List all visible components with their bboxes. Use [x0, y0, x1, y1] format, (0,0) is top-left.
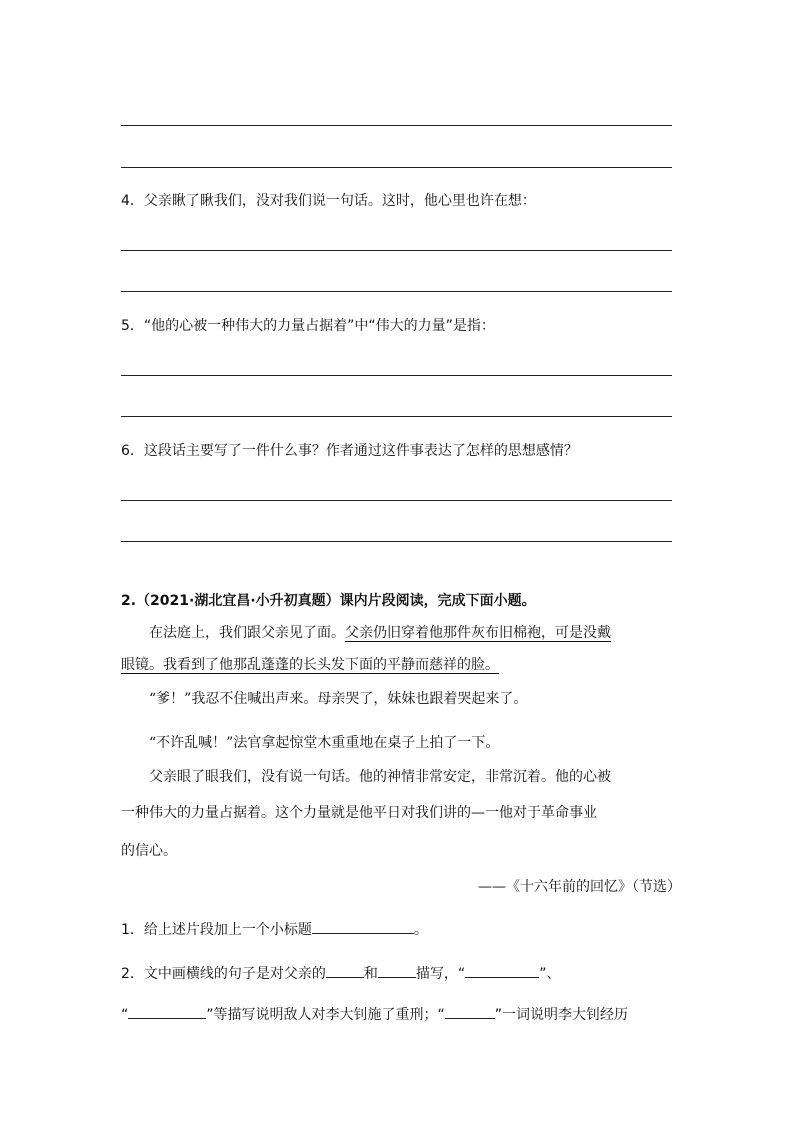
sub-question-1-end: 。	[413, 922, 428, 938]
answer-line[interactable]	[121, 291, 672, 292]
sub-question-2	[121, 961, 681, 984]
passage-paragraph-2: “爹！”我忍不住喊出声来。母亲哭了，妹妹也跟着哭起来了。	[149, 691, 528, 707]
sub-question-2-text: 2．文中画横线的句子是对父亲的	[121, 966, 326, 982]
passage-text: 在法庭上，我们跟父亲见了面。	[149, 625, 345, 641]
underlined-sentence: 眼镜。我看到了他那乱蓬蓬的长头发下面的平静而慈祥的脸。	[121, 657, 499, 673]
answer-line[interactable]	[121, 125, 672, 126]
sub-question-2-text: ”、	[539, 966, 561, 982]
sub-question-2-text: 描写，“	[415, 966, 466, 982]
answer-line[interactable]	[121, 250, 672, 251]
answer-line[interactable]	[121, 541, 672, 542]
answer-blank[interactable]	[326, 961, 364, 978]
sub-question-2-text: ”一词说明李大钊经历	[494, 1007, 629, 1023]
passage-source: ——《十六年前的回忆》（节选）	[478, 879, 681, 895]
passage-paragraph-1-cont	[121, 655, 681, 675]
answer-line[interactable]	[121, 416, 672, 417]
answer-blank[interactable]	[445, 1002, 495, 1019]
answer-blank[interactable]	[378, 961, 416, 978]
passage-paragraph-4-end: 的信心。	[121, 843, 177, 859]
section-2-heading: 2.（2021·湖北宜昌·小升初真题）课内片段阅读，完成下面小题。	[121, 593, 536, 609]
sub-question-2-text: “	[121, 1007, 129, 1023]
sub-question-1-text: 1．给上述片段加上一个小标题	[121, 922, 312, 938]
passage-paragraph-4-cont: 一种伟大的力量占据着。这个力量就是他平日对我们讲的—一他对于革命事业	[121, 805, 597, 821]
sub-question-1	[121, 917, 681, 940]
sub-question-2-text: ”等描写说明敌人对李大钊施了重刑；“	[206, 1007, 445, 1023]
sub-question-2-text: 和	[363, 966, 378, 982]
passage-paragraph-1	[149, 623, 679, 643]
passage-paragraph-4: 父亲眼了眼我们，没有说一句话。他的神情非常安定，非常沉着。他的心被	[149, 769, 611, 785]
passage-paragraph-3: “不许乱喊！”法官拿起惊堂木重重地在桌子上拍了一下。	[149, 735, 500, 751]
question-6: 6．这段话主要写了一件什么事？作者通过这件事表达了怎样的思想感情？	[121, 443, 578, 459]
answer-line[interactable]	[121, 500, 672, 501]
question-5: 5．“他的心被一种伟大的力量占据着”中“伟大的力量”是指：	[121, 318, 495, 334]
answer-blank[interactable]	[465, 961, 539, 978]
answer-line[interactable]	[121, 167, 672, 168]
underlined-sentence: 父亲仍旧穿着他那件灰布旧棉袍，可是没戴	[345, 625, 611, 641]
answer-line[interactable]	[121, 375, 672, 376]
answer-blank[interactable]	[128, 1002, 206, 1019]
answer-blank[interactable]	[312, 917, 414, 934]
question-4: 4．父亲瞅了瞅我们，没对我们说一句话。这时，他心里也许在想：	[121, 193, 536, 209]
sub-question-2-cont	[121, 1002, 681, 1025]
